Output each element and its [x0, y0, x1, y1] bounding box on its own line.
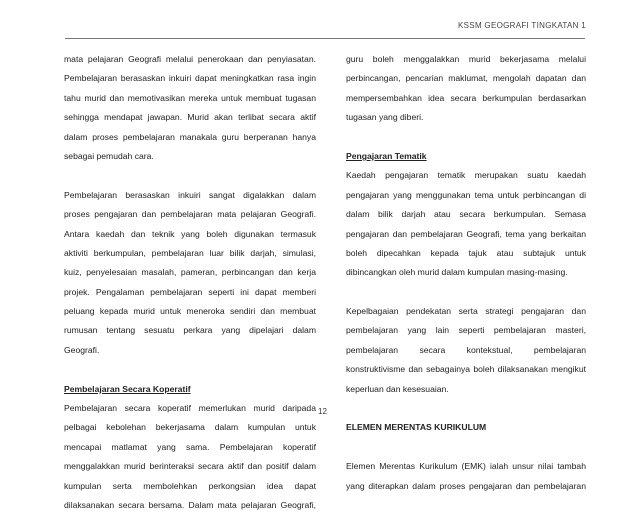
right-paragraph-gap [346, 128, 586, 147]
right-paragraph-gap [346, 438, 586, 457]
left-text-line: proses pengajaran dan pembelajaran mata pelajaran Geografi. [64, 209, 316, 220]
right-text-line: konstruktivisme dan sebagainya boleh dilaksanakan mengikut [346, 364, 586, 375]
left-text-line: rumusan tentang sesuatu perkara yang dipelajari dalam [64, 325, 316, 336]
right-section-heading: Pengajaran Tematik [346, 150, 427, 161]
left-text-line: kumpulan serta membolehkan perkongsian idea dapat [64, 480, 316, 491]
left-text-line: Pembelajaran berasaskan inkuiri sangat digalakkan dalam [64, 189, 316, 200]
header-divider [65, 38, 585, 39]
left-text-line: menggalakkan murid berinteraksi secara aktif dan positif dalam [64, 461, 316, 472]
left-text-line: mata pelajaran Geografi melalui penerokaan dan penyiasatan. [64, 54, 316, 64]
left-text-line: dilaksanakan secara bersama. Dalam mata pelajaran Geografi, [64, 499, 316, 510]
left-text-line: sebagai pemudah cara. [64, 150, 154, 161]
right-text-line: tugasan yang diberi. [346, 112, 424, 123]
left-text-line: tahu murid dan memotivasikan mereka untuk membuat tugasan [64, 92, 316, 103]
left-text-line: peluang kepada murid untuk meneroka sendiri dan membuat [64, 306, 316, 317]
page-number: 12 [318, 407, 327, 416]
left-text-line: Pembelajaran berasaskan inkuiri dapat meningkatkan rasa ingin [64, 73, 316, 84]
right-text-column [346, 50, 586, 496]
right-text-line: yang diterapkan dalam proses pengajaran dan pembelajaran [346, 480, 586, 491]
right-text-line: mempersembahkan idea secara berkumpulan berdasarkan [346, 92, 586, 103]
right-text-line: keperluan dan kesesuaian. [346, 383, 449, 394]
left-paragraph-gap [64, 360, 316, 379]
left-text-line: Geografi. [64, 344, 100, 355]
right-text-line: pengajaran dan pembelajaran Geografi, tema yang berkaitan [346, 228, 586, 239]
running-header-title: KSSM GEOGRAFI TINGKATAN 1 [458, 21, 586, 30]
left-text-line: sehingga mendapat jawapan. Murid akan terlibat secara aktif [64, 112, 316, 123]
right-text-line: Kepelbagaian pendekatan serta strategi pengajaran dan [346, 306, 586, 317]
left-text-line: Pembelajaran secara koperatif memerlukan murid daripada [64, 403, 316, 414]
left-text-line: projek. Pengalaman pembelajaran seperti ini dapat memberi [64, 286, 316, 297]
right-text-line: Kaedah pengajaran tematik merupakan suatu kaedah [346, 170, 586, 181]
left-section-heading: Pembelajaran Secara Koperatif [64, 383, 191, 394]
left-text-line: Antara kaedah dan teknik yang boleh digunakan termasuk [64, 228, 316, 239]
right-text-line: dalam bilik darjah atau secara berkumpulan. Semasa [346, 209, 586, 220]
right-text-line: dibincangkan oleh murid dalam kumpulan masing-masing. [346, 267, 568, 278]
left-text-line: mencapai matlamat yang sama. Pembelajaran koperatif [64, 441, 316, 452]
right-paragraph-gap [346, 399, 586, 418]
left-paragraph-gap [64, 166, 316, 185]
right-text-line: perbincangan, pencarian maklumat, mengolah dapatan dan [346, 73, 586, 84]
left-text-line: kuiz, penyelesaian masalah, pameran, perbincangan dan kerja [64, 267, 316, 278]
right-text-line: boleh dipecahkan kepada tajuk atau subtajuk untuk [346, 247, 586, 258]
right-section-heading: ELEMEN MERENTAS KURIKULUM [346, 422, 487, 433]
right-text-line: pembelajaran yang lain seperti pembelajaran masteri, [346, 325, 586, 336]
right-text-line: guru boleh menggalakkan murid bekerjasama melalui [346, 54, 586, 64]
right-text-line: pembelajaran secara kontekstual, pembelajaran [346, 344, 586, 355]
left-text-column [64, 50, 316, 515]
right-paragraph-gap [346, 283, 586, 302]
left-text-line: dalam proses pembelajaran manakala guru berperanan hanya [64, 131, 316, 142]
right-text-line: Elemen Merentas Kurikulum (EMK) ialah unsur nilai tambah [346, 461, 586, 472]
right-text-line: pengajaran yang menggunakan tema untuk perbincangan di [346, 189, 586, 200]
left-text-line: aktiviti berkumpulan, pembelajaran luar bilik darjah, simulasi, [64, 247, 316, 258]
left-text-line: pelbagai kebolehan bekerjasama dalam kumpulan untuk [64, 422, 316, 433]
